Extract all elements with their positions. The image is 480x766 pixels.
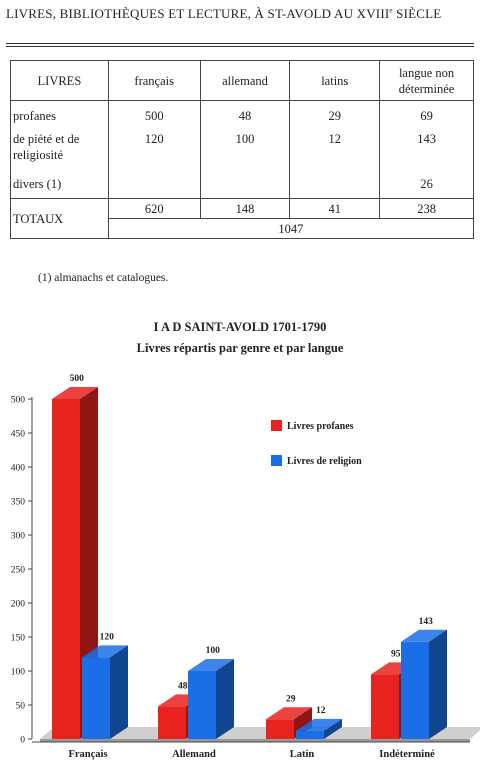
chart-title: I A D SAINT-AVOLD 1701-1790 <box>153 320 327 334</box>
y-tick-label: 500 <box>10 395 25 406</box>
row-label: de piété et de religiosité <box>11 131 109 171</box>
data-label: 48 <box>178 681 188 692</box>
chart-subtitle: Livres répartis par genre et par langue <box>136 341 344 355</box>
table-cell: 29 <box>290 101 380 131</box>
table-cell: 500 <box>108 101 200 131</box>
x-tick-label: Indéterminé <box>379 749 435 760</box>
totals-label: TOTAUX <box>11 199 109 239</box>
y-tick-label: 400 <box>10 463 25 474</box>
table-cell: 69 <box>380 101 474 131</box>
grand-total-cell: 1047 <box>108 219 473 239</box>
table-cell: 26 <box>380 171 474 199</box>
data-label: 29 <box>286 694 296 705</box>
data-label: 143 <box>418 616 433 627</box>
total-cell: 148 <box>200 199 290 219</box>
page-title: LIVRES, BIBLIOTHÈQUES ET LECTURE, À ST-AVOLD AU XVIIIe SIÈCLE <box>6 6 442 21</box>
column-header: français <box>108 61 200 101</box>
footnote: (1) almanachs et catalogues. <box>38 272 169 284</box>
column-header: langue non déterminée <box>380 61 474 101</box>
x-tick-label: Français <box>68 749 108 760</box>
table-cell: 143 <box>380 131 474 171</box>
y-tick-label: 450 <box>10 429 25 440</box>
row-label: divers (1) <box>11 171 109 199</box>
bar-front <box>52 399 80 739</box>
legend-label: Livres profanes <box>287 421 354 432</box>
data-label: 100 <box>205 646 220 656</box>
bar-side <box>216 659 234 739</box>
y-tick-label: 50 <box>15 701 25 712</box>
row-label: profanes <box>11 101 109 131</box>
y-tick-label: 0 <box>20 735 25 746</box>
total-cell: 41 <box>290 199 380 219</box>
y-tick-label: 250 <box>10 565 25 576</box>
data-label: 12 <box>316 705 326 716</box>
column-header: allemand <box>200 61 290 101</box>
bar-side <box>429 630 447 739</box>
data-label: 500 <box>69 374 84 384</box>
y-tick-label: 100 <box>10 667 25 678</box>
legend-swatch <box>271 455 282 466</box>
total-cell: 238 <box>380 199 474 219</box>
x-tick-label: Allemand <box>172 749 216 760</box>
bar-front <box>296 731 324 739</box>
bar-front <box>266 719 294 739</box>
table-cell: 48 <box>200 101 290 131</box>
column-header: LIVRES <box>11 61 109 101</box>
legend-label: Livres de religion <box>287 456 362 467</box>
y-tick-label: 300 <box>10 531 25 542</box>
table-cell: 120 <box>108 131 200 171</box>
bar-front <box>371 674 399 739</box>
bar-front <box>158 706 186 739</box>
legend-swatch <box>271 420 282 431</box>
bar-side <box>110 645 128 739</box>
table-cell: 12 <box>290 131 380 171</box>
column-header: latins <box>290 61 380 101</box>
y-tick-label: 200 <box>10 599 25 610</box>
bar-front <box>401 642 429 739</box>
y-tick-label: 150 <box>10 633 25 644</box>
table-cell: 100 <box>200 131 290 171</box>
total-cell: 620 <box>108 199 200 219</box>
data-label: 120 <box>99 632 114 643</box>
x-tick-label: Latin <box>289 749 315 760</box>
data-label: 95 <box>391 649 401 660</box>
y-tick-label: 350 <box>10 497 25 508</box>
bar-front <box>82 657 110 739</box>
bar-front <box>188 671 216 739</box>
